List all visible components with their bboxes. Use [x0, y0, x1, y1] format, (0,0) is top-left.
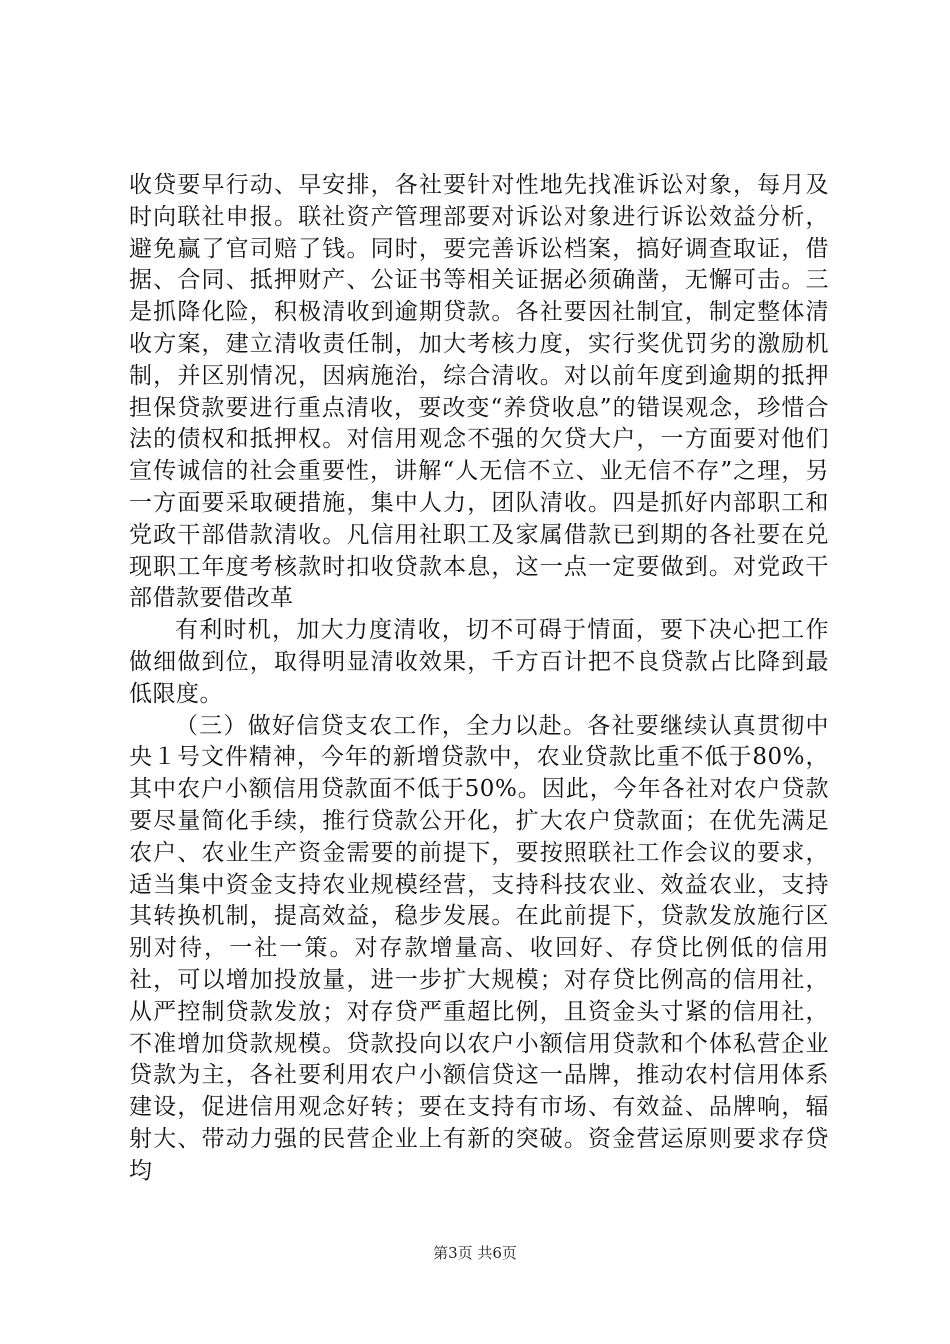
page-footer: 第3页 共6页	[433, 1244, 517, 1262]
paragraph-continuation: 收贷要早行动、早安排，各社要针对性地先找准诉讼对象，每月及时向联社申报。联社资产管理部要对诉讼对象进行诉讼效益分析，避免赢了官司赔了钱。同时，要完善诉讼档案，搞好调查取证，借据、合同、抵押财产、公证书等相关证据必须确凿，无懈可击。三是抓降化险，积极清收到逾期贷款。各社要因社制宜，制定整体清收方案，建立清收责任制，加大考核力度，实行奖优罚劣的激励机制，并区别情况，因病施治，综合清收。对以前年度到逾期的抵押担保贷款要进行重点清收，要改变“养贷收息”的错误观念，珍惜合法的债权和抵押权。对信用观念不强的欠贷大户，一方面要对他们宣传诚信的社会重要性，讲解“人无信不立、业无信不存”之理，另一方面要采取硬措施，集中人力，团队清收。四是抓好内部职工和党政干部借款清收。凡信用社职工及家属借款已到期的各社要在兑现职工年度考核款时扣收贷款本息，这一点一定要做到。对党政干部借款要借改革	[129, 172, 829, 612]
paragraph-clearance-timing: 有利时机，加大力度清收，切不可碍于情面，要下决心把工作做细做到位，取得明显清收效果，千方百计把不良贷款占比降到最低限度。	[129, 617, 829, 707]
document-body	[129, 170, 829, 1188]
paragraph-credit-support-agriculture: （三）做好信贷支农工作，全力以赴。各社要继续认真贯彻中央１号文件精神，今年的新增贷款中，农业贷款比重不低于80%，其中农户小额信用贷款面不低于50%。因此，今年各社对农户贷款要尽量简化手续，推行贷款公开化，扩大农户贷款面；在优先满足农户、农业生产资金需要的前提下，要按照联社工作会议的要求，适当集中资金支持农业规模经营，支持科技农业、效益农业，支持其转换机制，提高效益，稳步发展。在此前提下，贷款发放施行区别对待，一社一策。对存款增量高、收回好、存贷比例低的信用社，可以增加投放量，进一步扩大规模；对存贷比例高的信用社，从严控制贷款发放；对存贷严重超比例，且资金头寸紧的信用社，不准增加贷款规模。贷款投向以农户小额信用贷款和个体私营企业贷款为主，各社要利用农户小额信贷这一品牌，推动农村信用体系建设，促进信用观念好转；要在支持有市场、有效益、品牌响，辐射大、带动力强的民营企业上有新的突破。资金营运原则要求存贷均	[129, 712, 829, 1184]
